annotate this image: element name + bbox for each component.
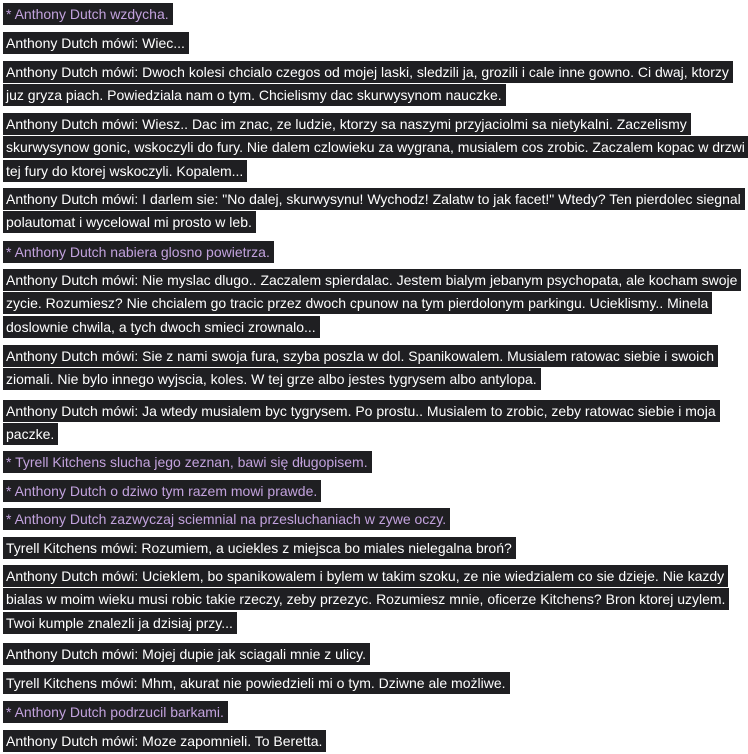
chat-line-text: Anthony Dutch mówi: Wiesz.. Dac im znac, ze ludzie, ktorzy sa naszymi przyjaciolmi sa nietykalni. Zaczelismy skurwysynow gonic, wskoczyli do fury. Nie dalem czlowieku za wygrana, musialem cos zrobic. Zaczalem kopac w drzwi tej fury do ktorej wskoczyli. Kopalem...: [3, 113, 748, 182]
chat-line-text: * Anthony Dutch nabiera glosno powietrza.: [3, 241, 274, 263]
chat-line-say: [3, 565, 745, 635]
chat-line-text: Anthony Dutch mówi: Nie myslac dlugo.. Zaczalem spierdalac. Jestem bialym jebanym psychopata, ale kocham swoje zycie. Rozumiesz? Nie chcialem go tracic przez dwoch cpunow na tym pierdolonym parkingu. Ucieklismy.. Minela doslownie chwila, a tych dwoch smieci zrownalo...: [3, 269, 741, 338]
chat-line-say: [3, 730, 745, 753]
chat-line-emote: [3, 3, 745, 26]
chat-line-text: * Anthony Dutch zazwyczaj sciemnial na przesluchaniach w zywe oczy.: [3, 508, 450, 530]
chat-line-text: Anthony Dutch mówi: Wiec...: [3, 32, 189, 54]
chat-line-say: [3, 400, 745, 447]
chat-line-say: [3, 269, 745, 339]
chat-line-say: [3, 672, 745, 695]
chat-line-text: Anthony Dutch mówi: Mojej dupie jak sciagali mnie z ulicy.: [3, 643, 370, 665]
chat-line-text: Tyrell Kitchens mówi: Mhm, akurat nie powiedzieli mi o tym. Dziwne ale możliwe.: [3, 672, 510, 694]
chat-line-say: [3, 61, 745, 108]
chat-line-text: * Anthony Dutch o dziwo tym razem mowi prawde.: [3, 480, 321, 502]
chat-line-emote: [3, 480, 745, 503]
chat-line-emote: [3, 701, 745, 724]
chat-line-text: Anthony Dutch mówi: Sie z nami swoja fura, szyba poszla w dol. Spanikowalem. Musialem ratowac siebie i swoich ziomali. Nie bylo innego wyjscia, koles. W tej grze albo jestes tygrysem albo antylopa.: [3, 345, 718, 390]
chat-line-text: * Anthony Dutch wzdycha.: [3, 3, 173, 25]
chat-line-say: [3, 537, 745, 560]
chat-line-text: * Tyrell Kitchens slucha jego zeznan, bawi się długopisem.: [3, 451, 372, 473]
chat-line-say: [3, 643, 745, 666]
chat-line-text: Anthony Dutch mówi: Moze zapomnieli. To Beretta.: [3, 730, 326, 752]
chat-line-text: Tyrell Kitchens mówi: Rozumiem, a uciekles z miejsca bo miales nielegalna broń?: [3, 537, 516, 559]
chat-line-say: [3, 345, 745, 392]
chat-line-say: [3, 32, 745, 55]
chat-line-emote: [3, 451, 745, 474]
chat-line-text: Anthony Dutch mówi: Ja wtedy musialem byc tygrysem. Po prostu.. Musialem to zrobic, zeby ratowac siebie i moja paczke.: [3, 400, 720, 445]
chat-line-say: [3, 188, 745, 235]
chat-line-text: Anthony Dutch mówi: Dwoch kolesi chcialo czegos od mojej laski, sledzili ja, grozili i cale inne gowno. Ci dwaj, ktorzy juz gryza piach. Powiedziala nam o tym. Chcielismy dac skurwysynom nauczke.: [3, 61, 733, 106]
chat-line-emote: [3, 241, 745, 264]
chat-line-emote: [3, 508, 745, 531]
chat-line-text: Anthony Dutch mówi: Ucieklem, bo spanikowalem i bylem w takim szoku, ze nie wiedzialem co sie dzieje. Nie kazdy bialas w moim wieku musi robic takie rzeczy, zeby przezyc. Rozumiesz mnie, oficerze Kitchens? Bron ktorej uzylem. Twoi kumple znalezli ja dzisiaj przy...: [3, 565, 729, 634]
chat-line-text: * Anthony Dutch podrzucil barkami.: [3, 701, 228, 723]
chat-line-say: [3, 113, 745, 183]
chat-line-text: Anthony Dutch mówi: I darlem sie: "No dalej, skurwysynu! Wychodz! Zalatw to jak facet!" Wtedy? Ten pierdolec siegnal polautomat i wycelowal mi prosto w leb.: [3, 188, 745, 233]
